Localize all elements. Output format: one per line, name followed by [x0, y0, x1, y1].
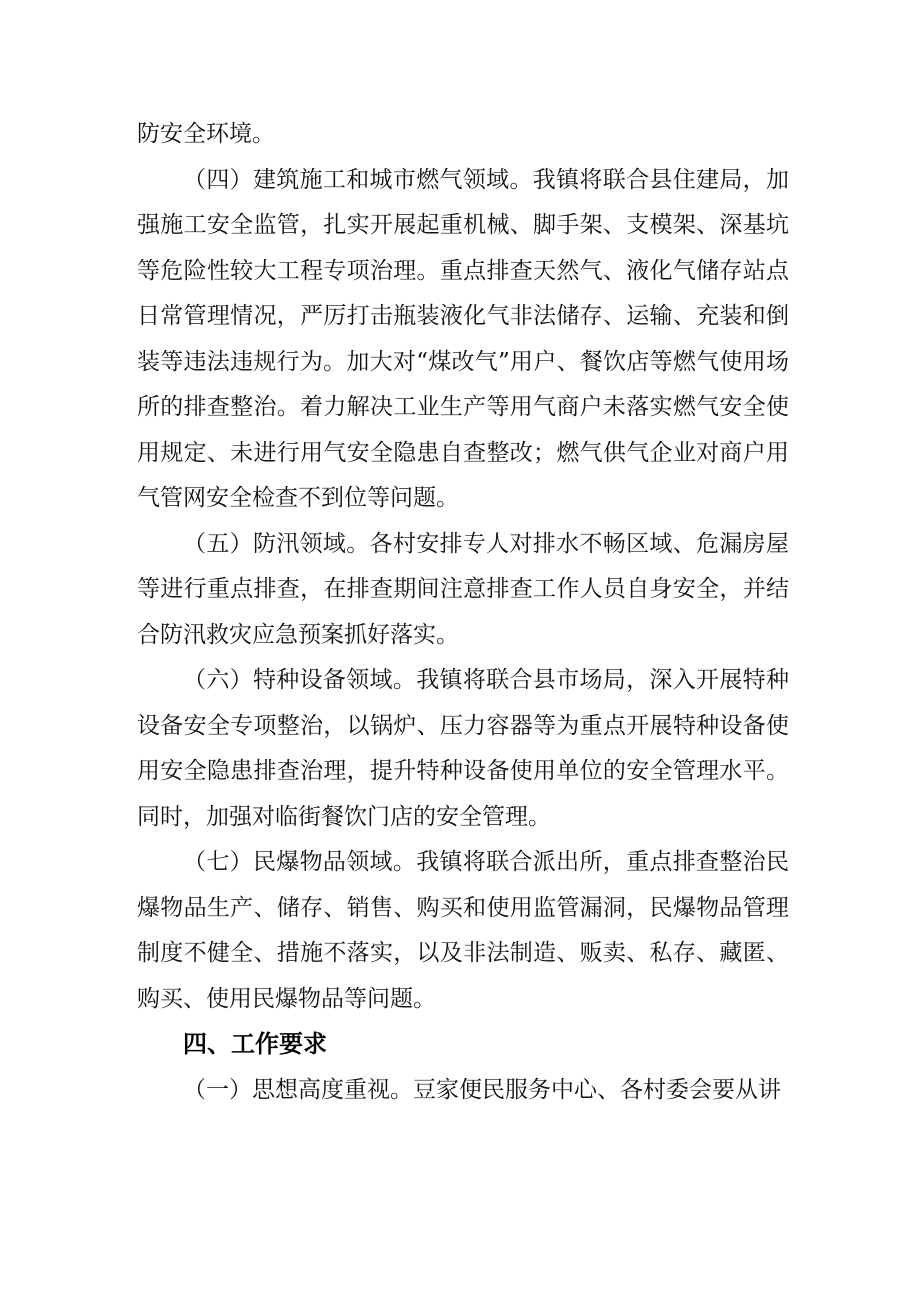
paragraph-construction-gas: （四）建筑施工和城市燃气领域。我镇将联合县住建局，加强施工安全监管，扎实开展起重机械、脚手架、支模架、深基坑等危险性较大工程专项治理。重点排查天然气、液化气储存站点日常管理情况，严厉打击瓶装液化气非法储存、运输、充装和倒装等违法违规行为。加大对“煤改气”用户、餐饮店等燃气使用场所的排查整治。着力解决工业生产等用气商户未落实燃气安全使用规定、未进行用气安全隐患自查整改；燃气供气企业对商户用气管网安全检查不到位等问题。 [137, 166, 789, 511]
paragraph-special-equipment: （六）特种设备领域。我镇将联合县市场局，深入开展特种设备安全专项整治，以锅炉、压力容器等为重点开展特种设备使用安全隐患排查治理，提升特种设备使用单位的安全管理水平。同时，加强对临街餐饮门店的安全管理。 [137, 667, 789, 830]
document-body [137, 112, 789, 1113]
paragraph-flood-control: （五）防汛领域。各村安排专人对排水不畅区域、危漏房屋等进行重点排查，在排查期间注意排查工作人员自身安全，并结合防汛救灾应急预案抓好落实。 [137, 530, 789, 648]
paragraph-explosives: （七）民爆物品领域。我镇将联合派出所，重点排查整治民爆物品生产、储存、销售、购买和使用监管漏洞，民爆物品管理制度不健全、措施不落实，以及非法制造、贩卖、私存、藏匿、购买、使用民爆物品等问题。 [137, 849, 789, 1012]
paragraph-requirement-1: （一）思想高度重视。豆家便民服务中心、各村委会要从讲 [183, 1076, 781, 1103]
paragraph-continuation: 防安全环境。 [137, 121, 275, 147]
section-heading-work-requirements: 四、工作要求 [183, 1030, 327, 1058]
